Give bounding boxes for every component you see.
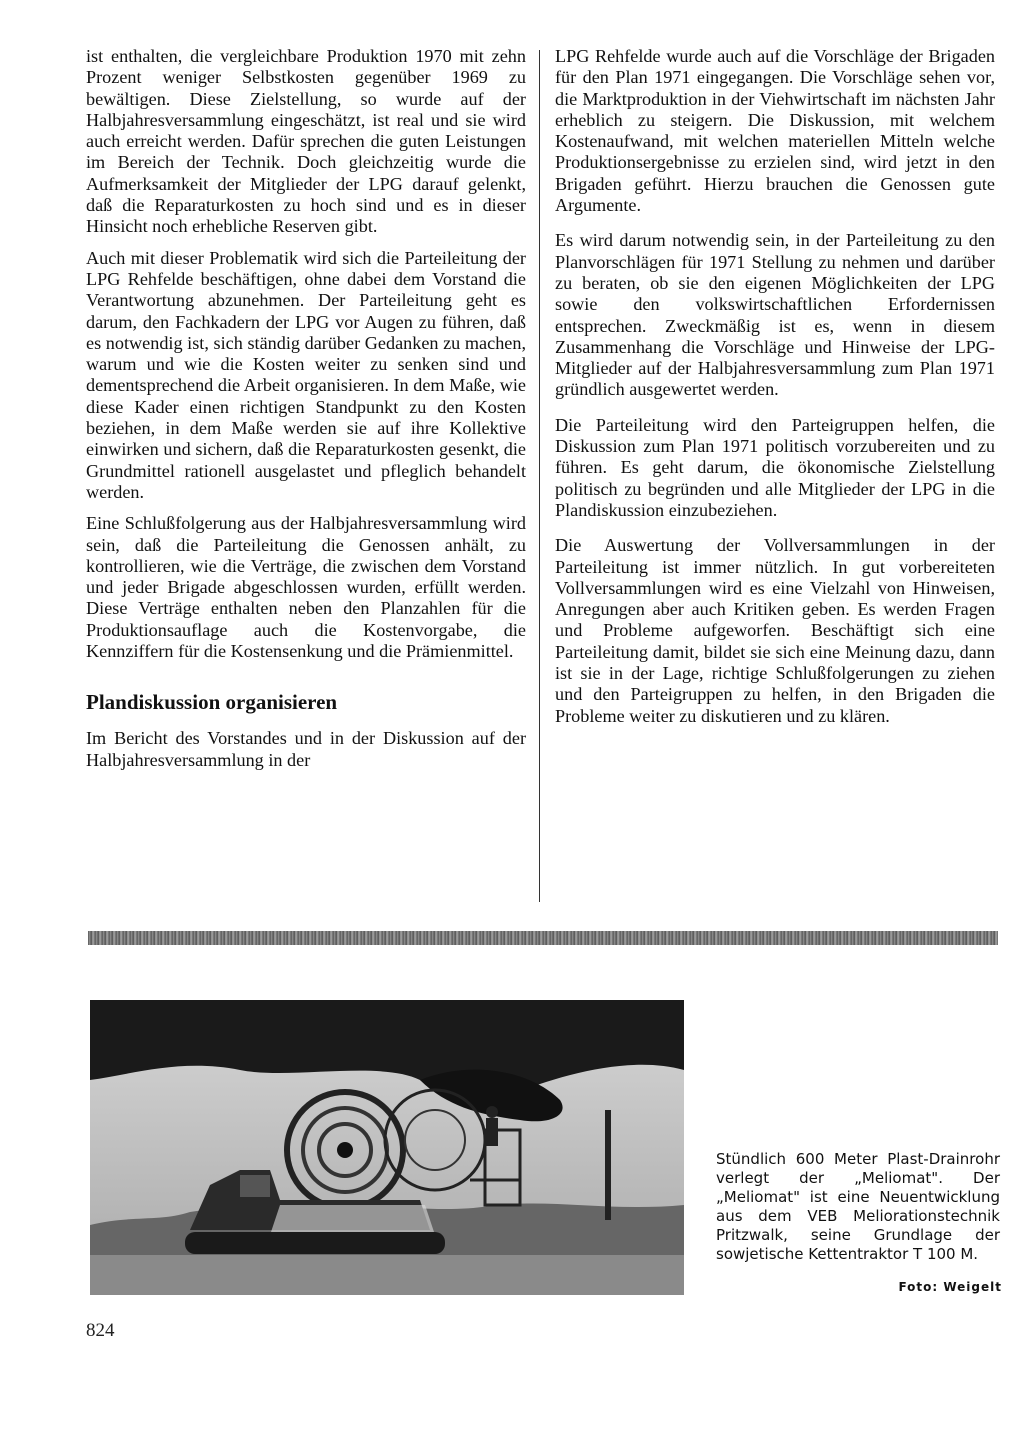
page-number: 824 xyxy=(86,1320,115,1341)
paragraph: Die Auswertung der Vollversammlungen in der Parteileitung ist immer nützlich. In gut vorbereiteten Vollversammlungen wird es eine Vielzahl von Hinweisen, Anregungen aber auch Kritiken geben. Es werden Fragen und Probleme aufgeworfen. Beschäftigt sich eine Parteileitung damit, bildet sie sich eine Meinung dazu, dann ist sie in der Lage, richtige Schlußfolgerungen zu ziehen und den Parteigruppen zu helfen, in den Brigaden die Probleme weiter zu diskutieren und zu klären. xyxy=(555,535,995,726)
photo-credit: Foto: Weigelt xyxy=(898,1280,1002,1294)
column-divider xyxy=(539,50,540,902)
right-column xyxy=(555,46,995,741)
paragraph: Eine Schlußfolgerung aus der Halbjahresversammlung wird sein, daß die Parteileitung die Genossen anhält, zu kontrollieren, wie die Verträge, die zwischen dem Vorstand und jeder Brigade abgeschlossen wurden, erfüllt werden. Diese Verträge enthalten neben den Planzahlen für die Produktionsauflage auch die Kostenvorgabe, die Kennziffern für die Kostensenkung und die Prämienmittel. xyxy=(86,513,526,662)
section-intro-paragraph: Im Bericht des Vorstandes und in der Diskussion auf der Halbjahresversammlung in der xyxy=(86,728,526,770)
paragraph: Auch mit dieser Problematik wird sich die Parteileitung der LPG Rehfelde beschäftigen, ohne dabei dem Vorstand die Verantwortung abzunehmen. Der Parteileitung geht es darum, den Fachkadern der LPG vor Augen zu führen, daß es notwendig ist, sich ständig darüber Gedanken zu machen, warum und wie die Kosten weiter zu senken sind und dementsprechend die Arbeit organisieren. In dem Maße, wie diese Kader einen richtigen Standpunkt zu den Kosten beziehen, in dem Maße werden sie auf ihre Kollektive einwirken und sichern, daß die Reparaturkosten gesenkt, die Grundmittel rationell ausgelastet und pfleglich behandelt werden. xyxy=(86,247,526,502)
paragraph: Es wird darum notwendig sein, in der Parteileitung zu den Planvorschlägen für 1971 Stellung zu nehmen und darüber zu beraten, ob sie den eigenen Möglichkeiten der LPG sowie den volkswirtschaftlichen Erfordernissen entsprechen. Zweckmäßig ist es, wenn in diesem Zusammenhang die Vorschläge und Hinweise der LPG-Mitglieder auf der Halbjahresversammlung zum Plan 1971 gründlich ausgewertet werden. xyxy=(555,230,995,400)
paragraph: Die Parteileitung wird den Parteigruppen helfen, die Diskussion zum Plan 1971 politisch vorzubereiten und zu führen. Es geht darum, die ökonomische Zielstellung politisch zu begründen und alle Mitglieder der LPG in die Plandiskussion einzubeziehen. xyxy=(555,414,995,520)
photo-caption: Stündlich 600 Meter Plast-Drainrohr verlegt der „Meliomat". Der „Meliomat" ist eine Neuentwicklung aus dem VEB Meliorationstechnik Pritzwalk, seine Grundlage der sowjetische Kettentraktor T 100 M. xyxy=(716,1150,1000,1263)
section-heading: Plandiskussion organisieren xyxy=(86,690,338,715)
decorative-band xyxy=(88,931,998,945)
left-column xyxy=(86,46,526,781)
paragraph: LPG Rehfelde wurde auch auf die Vorschläge der Brigaden für den Plan 1971 eingegangen. Die Vorschläge sehen vor, die Marktproduktion in der Viehwirtschaft im nächsten Jahr erheblich zu steigern. Die Diskussion, mit welchem Kostenaufwand, mit welchen materiellen Mitteln welche Produktionsergebnisse zu erzielen sind, wird jetzt in den Brigaden geführt. Hierzu brauchen die Genossen gute Argumente. xyxy=(555,46,995,216)
meliomat-photo xyxy=(90,1000,684,1295)
paragraph: ist enthalten, die vergleichbare Produktion 1970 mit zehn Prozent weniger Selbstkosten gegenüber 1969 zu bewältigen. Diese Zielstellung, so wurde auf der Halbjahresversammlung eingeschätzt, ist real und sie wird auch erreicht werden. Dafür sprechen die guten Leistungen im Bereich der Technik. Doch gleichzeitig wurde die Aufmerksamkeit der Mitglieder der LPG darauf gelenkt, daß die Reparaturkosten zu hoch sind und es in dieser Hinsicht noch erhebliche Reserven gibt. xyxy=(86,46,526,237)
